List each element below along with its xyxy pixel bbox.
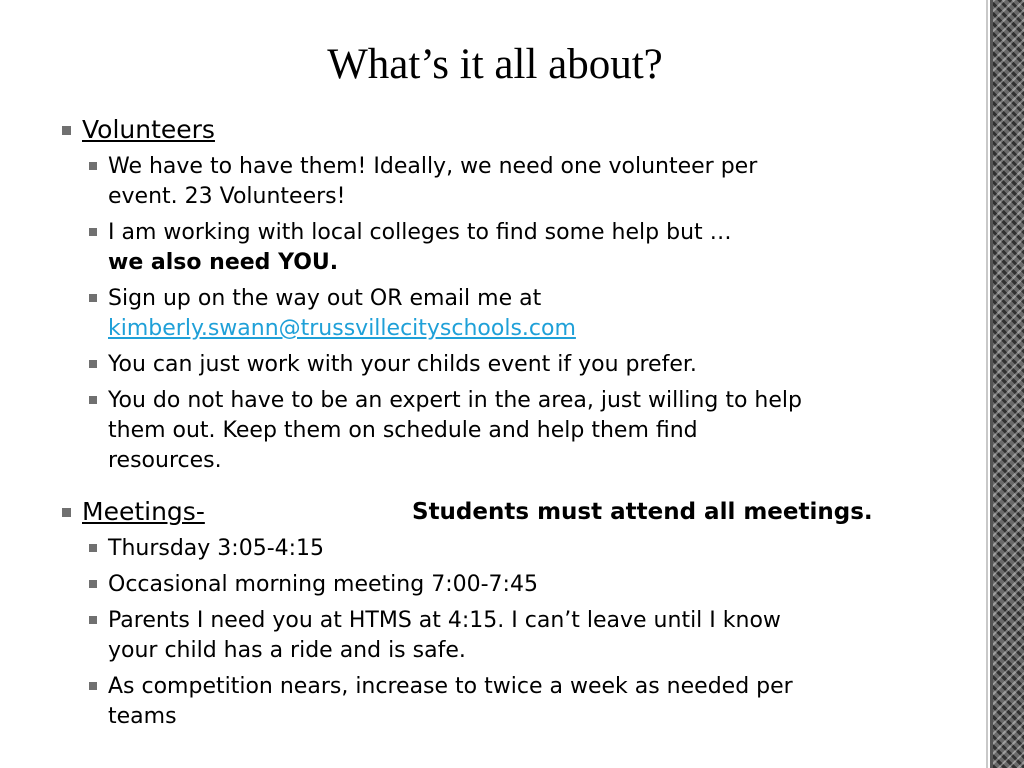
list-item xyxy=(62,570,942,600)
section-heading-volunteers: Volunteers xyxy=(82,115,215,144)
list-item-text: event. 23 Volunteers! xyxy=(108,184,346,209)
list-item xyxy=(62,386,942,476)
square-bullet-icon xyxy=(89,580,97,588)
square-bullet-icon xyxy=(62,126,71,135)
email-link[interactable]: kimberly.swann@trussvillecityschools.com xyxy=(108,316,576,341)
list-item-text: You do not have to be an expert in the area, just willing to help xyxy=(108,388,802,413)
list-item-text: Occasional morning meeting 7:00-7:45 xyxy=(108,572,538,597)
meetings-list xyxy=(62,534,942,732)
list-item xyxy=(62,606,942,666)
list-item xyxy=(62,284,942,344)
section-gap xyxy=(62,476,942,496)
square-bullet-icon xyxy=(89,360,97,368)
square-bullet-icon xyxy=(62,508,71,517)
square-bullet-icon xyxy=(89,544,97,552)
slide-content xyxy=(62,114,942,732)
list-item-text: teams xyxy=(108,704,177,729)
list-item-text: resources. xyxy=(108,448,222,473)
list-item-text: You can just work with your childs event if you prefer. xyxy=(108,352,697,377)
list-item xyxy=(62,672,942,732)
square-bullet-icon xyxy=(89,294,97,302)
square-bullet-icon xyxy=(89,162,97,170)
square-bullet-icon xyxy=(89,616,97,624)
volunteers-list xyxy=(62,152,942,476)
list-item-text: We have to have them! Ideally, we need one volunteer per xyxy=(108,154,758,179)
list-item xyxy=(62,218,942,278)
section-meetings xyxy=(62,496,942,528)
list-item-text: As competition nears, increase to twice a week as needed per xyxy=(108,674,793,699)
section-volunteers xyxy=(62,114,942,146)
square-bullet-icon xyxy=(89,682,97,690)
section-heading-meetings: Meetings- xyxy=(82,497,205,526)
list-item xyxy=(62,534,942,564)
list-item-text: your child has a ride and is safe. xyxy=(108,638,466,663)
square-bullet-icon xyxy=(89,396,97,404)
list-item-text: them out. Keep them on schedule and help them find xyxy=(108,418,698,443)
list-item-text: Sign up on the way out OR email me at xyxy=(108,286,542,311)
list-item xyxy=(62,152,942,212)
square-bullet-icon xyxy=(89,228,97,236)
slide-title: What’s it all about? xyxy=(327,41,663,88)
meetings-note: Students must attend all meetings. xyxy=(412,499,873,525)
list-item-text: I am working with local colleges to find some help but … xyxy=(108,220,732,245)
list-item-bold-text: we also need YOU. xyxy=(108,250,339,275)
decorative-border-pattern xyxy=(993,0,1024,768)
list-item-text: Parents I need you at HTMS at 4:15. I can’t leave until I know xyxy=(108,608,781,633)
decorative-border xyxy=(986,0,1024,768)
list-item-text: Thursday 3:05-4:15 xyxy=(108,536,325,561)
list-item xyxy=(62,350,942,380)
